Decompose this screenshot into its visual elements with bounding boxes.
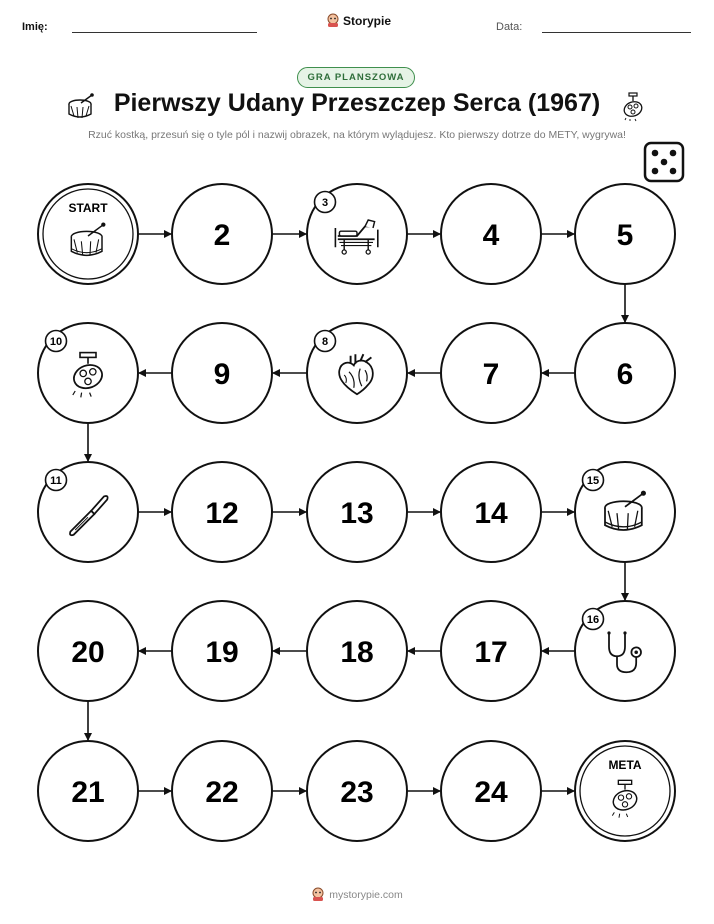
date-label: Data: <box>496 21 523 33</box>
board-cell-7[interactable] <box>441 323 541 423</box>
brand-name: Storypie <box>343 13 392 28</box>
board-cell-3[interactable] <box>307 184 407 284</box>
board-cell-start[interactable] <box>38 184 138 284</box>
cell-number: 12 <box>205 497 239 530</box>
cell-number: 2 <box>213 219 231 252</box>
start-label: START <box>68 201 108 215</box>
cell-number: 19 <box>205 636 239 669</box>
page-title: Pierwszy Udany Przeszczep Serca (1967) <box>113 89 601 117</box>
board-cell-16[interactable] <box>575 601 675 701</box>
board-cell-finish[interactable] <box>575 741 675 841</box>
board-cell-21[interactable] <box>38 741 138 841</box>
board-cells <box>38 184 675 841</box>
cell-number-badge: 15 <box>586 475 600 487</box>
cell-number-badge: 3 <box>321 197 329 209</box>
board-cell-2[interactable] <box>172 184 272 284</box>
board-cell-14[interactable] <box>441 462 541 562</box>
cell-number: 14 <box>474 497 508 530</box>
finish-label: META <box>608 758 642 772</box>
board-cell-9[interactable] <box>172 323 272 423</box>
cell-number: 9 <box>213 358 231 391</box>
cell-number: 21 <box>71 776 105 809</box>
name-label: Imię: <box>22 21 48 33</box>
cell-number: 4 <box>482 219 500 252</box>
cell-number: 23 <box>340 776 374 809</box>
board-cell-11[interactable] <box>38 462 138 562</box>
footer <box>0 887 714 902</box>
board-cell-17[interactable] <box>441 601 541 701</box>
board-cell-8[interactable] <box>307 323 407 423</box>
board-cell-10[interactable] <box>38 323 138 423</box>
footer-site: mystorypie.com <box>329 888 403 901</box>
board-cell-15[interactable] <box>575 462 675 562</box>
cell-number: 6 <box>616 358 634 391</box>
category-badge: GRA PLANSZOWA <box>297 67 415 88</box>
cell-number-badge: 10 <box>49 336 63 348</box>
board-cell-4[interactable] <box>441 184 541 284</box>
board-cell-18[interactable] <box>307 601 407 701</box>
cell-number: 20 <box>71 636 105 669</box>
cell-number-badge: 16 <box>586 614 600 626</box>
board-cell-19[interactable] <box>172 601 272 701</box>
board-cell-5[interactable] <box>575 184 675 284</box>
cell-number: 24 <box>474 776 508 809</box>
board-cell-20[interactable] <box>38 601 138 701</box>
cell-number-badge: 8 <box>321 336 329 348</box>
cell-number: 7 <box>482 358 500 391</box>
board-cell-12[interactable] <box>172 462 272 562</box>
instructions-text: Rzuć kostką, przesuń się o tyle pól i nazwij obrazek, na którym wylądujesz. Kto pierwszy dotrze do METY, wygrywa! <box>88 129 626 141</box>
cell-number: 18 <box>340 636 374 669</box>
cell-number: 13 <box>340 497 374 530</box>
cell-number-badge: 11 <box>50 475 62 487</box>
cell-number: 17 <box>474 636 508 669</box>
board-cell-13[interactable] <box>307 462 407 562</box>
cell-number: 5 <box>616 219 634 252</box>
board-cell-23[interactable] <box>307 741 407 841</box>
board-cell-6[interactable] <box>575 323 675 423</box>
board-cell-22[interactable] <box>172 741 272 841</box>
storypie-mascot-icon <box>311 887 325 902</box>
cell-number: 22 <box>205 776 239 809</box>
board-cell-24[interactable] <box>441 741 541 841</box>
